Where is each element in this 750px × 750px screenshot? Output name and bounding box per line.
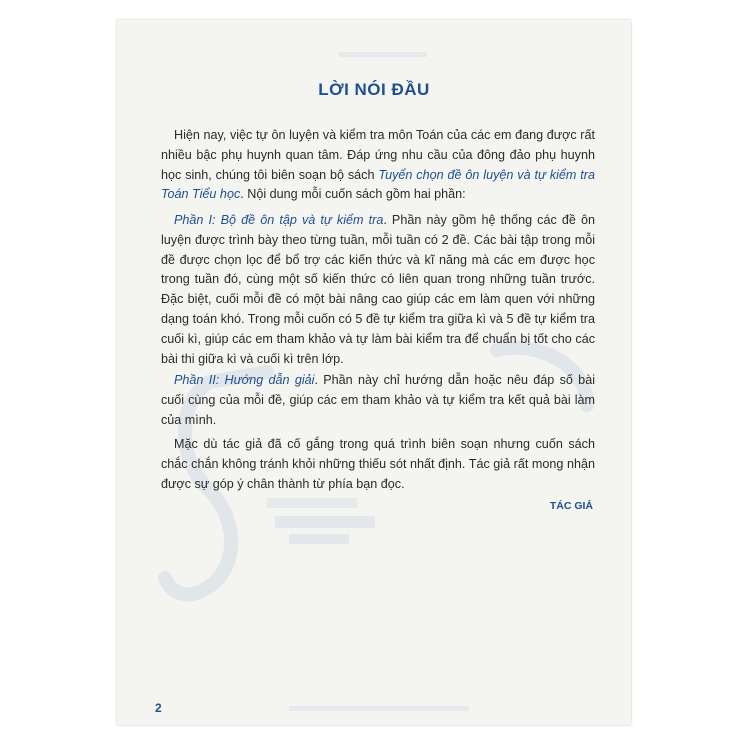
- paragraph-part-2: [161, 371, 595, 430]
- part-2-heading: Phần II: Hướng dẫn giải: [174, 373, 315, 387]
- part-2-text: . Phần này chỉ hướng dẫn hoặc nêu đáp số bài cuối cùng của mỗi đề, giúp các em tham khảo và tự kiểm tra kết quả bài làm của mình.: [161, 373, 595, 427]
- page-number: 2: [155, 701, 162, 715]
- book-page: [117, 20, 631, 725]
- bleed-footer-text: [289, 706, 469, 711]
- book-series-title: Tuyển chọn đề ôn luyện và tự kiểm tra Toán Tiểu học: [161, 167, 595, 202]
- paragraph-intro: [161, 126, 595, 205]
- paragraph-intro-text-a: Hiện nay, việc tự ôn luyện và kiểm tra môn Toán của các em đang được rất nhiều bậc phụ huynh quan tâm. Đáp ứng nhu cầu của đông đảo phụ huynh học sinh, chúng tôi biên soạn bộ sách: [161, 128, 595, 182]
- page-title: LỜI NÓI ĐẦU: [318, 80, 430, 99]
- paragraph-closing: [161, 435, 595, 494]
- part-1-text: . Phần này gồm hệ thống các đề ôn luyện được trình bày theo từng tuần, mỗi tuần có 2 đề. Các bài tập trong mỗi đề được chọn lọc để bổ trợ các kiến thức và kĩ năng mà các em được học trong tuần đó, cùng một số kiến thức có liên quan trong những tuần trước. Đặc biệt, cuối mỗi đề có một bài nâng cao giúp các em làm quen với những dạng toán khó. Trong mỗi cuốn có 5 đề tự kiểm tra giữa kì và 5 đề tự kiểm tra cuối kì, giúp các em tham khảo và tự làm bài kiểm tra để chuẩn bị tốt cho các bài thi giữa kì và cuối kì trên lớp.: [161, 213, 595, 366]
- part-1-heading: Phần I: Bộ đề ôn tập và tự kiểm tra: [174, 213, 384, 227]
- closing-text: Mặc dù tác giả đã cố gắng trong quá trình biên soạn nhưng cuốn sách chắc chắn không tránh khỏi những thiếu sót nhất định. Tác giả rất mong nhận được sự góp ý chân thành từ phía bạn đọc.: [161, 437, 595, 491]
- bleed-text-block-3: [289, 534, 349, 544]
- author-signature: TÁC GIẢ: [549, 500, 593, 512]
- paragraph-part-1: [161, 211, 595, 369]
- bleed-text-block-1: [267, 498, 357, 508]
- bleed-header-text: [339, 52, 427, 57]
- bleed-text-block-2: [275, 516, 375, 528]
- paragraph-intro-text-b: . Nội dung mỗi cuốn sách gồm hai phần:: [240, 187, 466, 202]
